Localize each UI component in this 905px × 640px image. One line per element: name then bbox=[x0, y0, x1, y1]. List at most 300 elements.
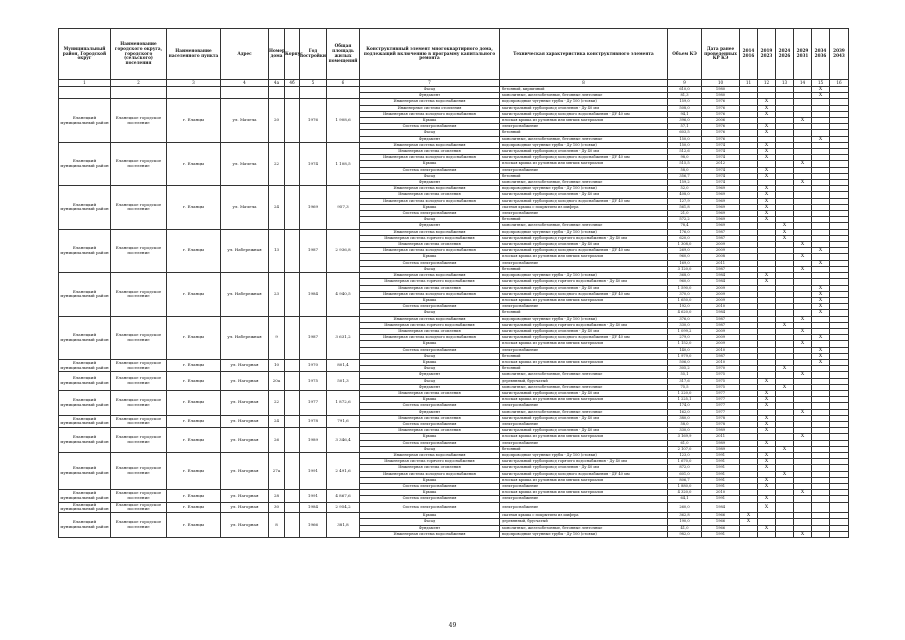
period-mark: X bbox=[812, 310, 830, 316]
characteristic-cell: водопроводные чугунные трубы - Ду 100 (стояки) bbox=[500, 229, 668, 235]
house-street: ул. Мачеча bbox=[221, 142, 269, 185]
period-cell bbox=[830, 531, 849, 537]
volume-cell: 2 107,0 bbox=[668, 446, 702, 452]
characteristic-cell: электроснабжение bbox=[500, 502, 668, 513]
volume-cell: 1 650,0 bbox=[668, 297, 702, 303]
period-mark: X bbox=[758, 378, 776, 384]
house-korp bbox=[285, 415, 300, 427]
house-korp bbox=[285, 99, 300, 142]
element-cell: Инженерная система холодного водоснабжения bbox=[360, 198, 500, 204]
repair_date-cell: 1984 bbox=[702, 502, 740, 513]
volume-cell: 192,0 bbox=[668, 304, 702, 310]
element-cell: Инженерная система отопления bbox=[360, 285, 500, 291]
column-header: Конструктивный элемент многоквартирного дома, подлежащий включению в программу капитального ремонта bbox=[360, 29, 500, 80]
characteristic-cell: магистральный трубопровод горячего водоснабжения - Ду 40 мм bbox=[500, 235, 668, 241]
house-district: Еланецкий муниципальный район bbox=[59, 452, 111, 489]
element-cell: Фундамент bbox=[360, 409, 500, 415]
element-cell: Фундамент bbox=[360, 136, 500, 142]
house-town: г. Еланцы bbox=[167, 142, 221, 185]
house-year: 1991 bbox=[300, 452, 327, 489]
period-mark: X bbox=[758, 198, 776, 204]
column-number: 16 bbox=[830, 80, 849, 87]
element-cell: Инженерная система водоснабжения bbox=[360, 99, 500, 105]
repair_date-cell: 2009 bbox=[702, 285, 740, 291]
period-mark: X bbox=[812, 93, 830, 99]
element-cell: Система электроснабжения bbox=[360, 304, 500, 310]
repair_date-cell: 2011 bbox=[702, 434, 740, 440]
volume-cell: 150,0 bbox=[668, 136, 702, 142]
period-mark: X bbox=[776, 366, 794, 372]
volume-cell: 190,0 bbox=[668, 519, 702, 525]
characteristic-cell: электроснабжение bbox=[500, 421, 668, 427]
repair_date-cell: 1976 bbox=[702, 111, 740, 117]
element-cell: Система электроснабжения bbox=[360, 167, 500, 173]
characteristic-cell: электроснабжение bbox=[500, 304, 668, 310]
volume-cell: 127,9 bbox=[668, 198, 702, 204]
repair_date-cell: 1989 bbox=[702, 428, 740, 434]
house-settlement bbox=[111, 87, 167, 99]
repair_date-cell: 2008 bbox=[702, 254, 740, 260]
house-area: 2 954,2 bbox=[327, 502, 360, 513]
period-mark: X bbox=[740, 513, 758, 519]
house-area bbox=[327, 87, 360, 99]
house-street: ул. Нагорная bbox=[221, 513, 269, 538]
period-mark: X bbox=[776, 229, 794, 235]
column-header: Общая площадь жилых помещений bbox=[327, 29, 360, 80]
characteristic-cell: плоская крыша из рулонных или мягких материалов bbox=[500, 341, 668, 347]
house-settlement: Еланецкое городское поселение bbox=[111, 428, 167, 453]
repair_date-cell: 2011 bbox=[702, 260, 740, 266]
house-num: 23 bbox=[269, 273, 285, 316]
element-cell: Крыша bbox=[360, 118, 500, 124]
column-header: Адрес bbox=[221, 29, 269, 80]
period-mark: X bbox=[758, 130, 776, 136]
characteristic-cell: электроснабжение bbox=[500, 347, 668, 353]
volume-cell: 64,1 bbox=[668, 496, 702, 502]
column-header: Техническая характеристика конструктивного элемента bbox=[500, 29, 668, 80]
volume-cell: 376,0 bbox=[668, 316, 702, 322]
characteristic-cell: деревянный, брусчатый bbox=[500, 519, 668, 525]
characteristic-cell: электроснабжение bbox=[500, 124, 668, 130]
volume-cell: 396,0 bbox=[668, 118, 702, 124]
element-cell: Инженерная система отопления bbox=[360, 465, 500, 471]
house-num: 20 bbox=[269, 99, 285, 142]
house-settlement: Еланецкое городское поселение bbox=[111, 186, 167, 229]
period-mark: X bbox=[812, 304, 830, 310]
characteristic-cell: монолитные, железобетонные, бетонные ленточные bbox=[500, 180, 668, 186]
period-mark: X bbox=[812, 347, 830, 353]
period-mark: X bbox=[758, 99, 776, 105]
house-area: 2 491,6 bbox=[327, 452, 360, 489]
period-mark: X bbox=[794, 328, 812, 334]
characteristic-cell: водопроводные чугунные трубы - Ду 100 (стояки) bbox=[500, 99, 668, 105]
volume-cell: 1 979,0 bbox=[668, 353, 702, 359]
house-year: 1969 bbox=[300, 186, 327, 229]
characteristic-cell: водопроводные чугунные трубы - Ду 100 (стояки) bbox=[500, 531, 668, 537]
house-area: 2 936,8 bbox=[327, 229, 360, 272]
repair_date-cell: 1991 bbox=[702, 459, 740, 465]
element-cell: Инженерная система водоснабжения bbox=[360, 186, 500, 192]
volume-cell: 57,1 bbox=[668, 124, 702, 130]
house-korp bbox=[285, 87, 300, 99]
column-header: 2024 2026 bbox=[776, 29, 794, 80]
house-year: 1977 bbox=[300, 390, 327, 415]
house-town: г. Еланцы bbox=[167, 513, 221, 538]
repair_date-cell: 1970 bbox=[702, 366, 740, 372]
repair_date-cell: 1987 bbox=[702, 316, 740, 322]
house-korp bbox=[285, 502, 300, 513]
house-year: 1989 bbox=[300, 428, 327, 453]
volume-cell: 960,0 bbox=[668, 279, 702, 285]
characteristic-cell: магистральный трубопровод отопления - Ду 40 мм bbox=[500, 415, 668, 421]
volume-cell: 1 152,0 bbox=[668, 341, 702, 347]
period-cell bbox=[812, 502, 830, 513]
house-area: 381,8 bbox=[327, 513, 360, 538]
characteristic-cell: бетонный bbox=[500, 130, 668, 136]
volume-cell: 317,6 bbox=[668, 378, 702, 384]
period-mark: X bbox=[758, 142, 776, 148]
column-number: 4 bbox=[221, 80, 269, 87]
house-num: 9 bbox=[269, 316, 285, 359]
repair_date-cell: 1991 bbox=[702, 471, 740, 477]
characteristic-cell: магистральный трубопровод холодного водоснабжения - ДУ 40 мм bbox=[500, 111, 668, 117]
house-street: ул. Нагорная bbox=[221, 490, 269, 502]
volume-cell: 78,4 bbox=[668, 223, 702, 229]
house-street: ул. Нагорная bbox=[221, 359, 269, 371]
period-mark: X bbox=[758, 452, 776, 458]
period-mark: X bbox=[758, 502, 776, 513]
element-cell: Инженерная система водоснабжения bbox=[360, 316, 500, 322]
element-cell: Инженерная система холодного водоснабжения bbox=[360, 155, 500, 161]
repair_date-cell: 1977 bbox=[702, 403, 740, 409]
characteristic-cell: плоская крыша из рулонных или мягких материалов bbox=[500, 118, 668, 124]
element-cell: Крыша bbox=[360, 254, 500, 260]
period-mark: X bbox=[812, 291, 830, 297]
house-district: Еланецкий муниципальный район bbox=[59, 142, 111, 185]
volume-cell: 174,0 bbox=[668, 403, 702, 409]
volume-cell: 41,0 bbox=[668, 525, 702, 531]
characteristic-cell: магистральный трубопровод отопления - Ду 40 мм bbox=[500, 328, 668, 334]
period-cell bbox=[740, 502, 758, 513]
period-mark: X bbox=[794, 490, 812, 496]
house-town: г. Еланцы bbox=[167, 428, 221, 453]
volume-cell: 279,0 bbox=[668, 335, 702, 341]
repair_date-cell: 1980 bbox=[702, 93, 740, 99]
repair_date-cell: 1987 bbox=[702, 322, 740, 328]
house-year: 1976 bbox=[300, 99, 327, 142]
volume-cell: 561,8 bbox=[668, 204, 702, 210]
characteristic-cell: электроснабжение bbox=[500, 211, 668, 217]
element-cell: Фасад bbox=[360, 87, 500, 93]
volume-cell: 508,0 bbox=[668, 105, 702, 111]
repair_date-cell: 1984 bbox=[702, 273, 740, 279]
house-district bbox=[59, 87, 111, 99]
column-header: 2019 2023 bbox=[758, 29, 776, 80]
element-cell: Фундамент bbox=[360, 525, 500, 531]
repair_date-cell: 2009 bbox=[702, 335, 740, 341]
period-mark: X bbox=[758, 390, 776, 396]
period-mark: X bbox=[776, 235, 794, 241]
volume-cell: 1 670,0 bbox=[668, 459, 702, 465]
element-cell: Инженерная система горячего водоснабжения bbox=[360, 279, 500, 285]
period-mark: X bbox=[794, 266, 812, 272]
element-cell: Фасад bbox=[360, 378, 500, 384]
column-number: 10 bbox=[702, 80, 740, 87]
period-mark: X bbox=[812, 359, 830, 365]
repair_date-cell: 2006 bbox=[702, 118, 740, 124]
characteristic-cell: магистральный трубопровод отопления - Ду 40 мм bbox=[500, 192, 668, 198]
repair_date-cell: 1984 bbox=[702, 310, 740, 316]
period-mark: X bbox=[758, 484, 776, 490]
period-mark: X bbox=[758, 204, 776, 210]
house-korp bbox=[285, 359, 300, 371]
column-header: Наименование городского округа, городского (сельского) поселения bbox=[111, 29, 167, 80]
house-korp bbox=[285, 513, 300, 538]
element-cell: Инженерная система водоснабжения bbox=[360, 273, 500, 279]
characteristic-cell: магистральный трубопровод отопления - Ду 40 мм bbox=[500, 428, 668, 434]
house-num: 30 bbox=[269, 502, 285, 513]
column-header: Номер дома bbox=[269, 29, 285, 80]
period-mark: X bbox=[758, 465, 776, 471]
column-number: 5 bbox=[300, 80, 327, 87]
volume-cell: 408,0 bbox=[668, 192, 702, 198]
period-mark: X bbox=[794, 161, 812, 167]
house-district: Еланецкий муниципальный район bbox=[59, 359, 111, 371]
volume-cell: 159,0 bbox=[668, 99, 702, 105]
volume-cell: 260,0 bbox=[668, 502, 702, 513]
house-korp bbox=[285, 316, 300, 359]
period-mark: X bbox=[758, 155, 776, 161]
table-header-row bbox=[59, 29, 849, 80]
characteristic-cell: магистральный трубопровод отопления - Ду 40 мм bbox=[500, 465, 668, 471]
volume-cell: 380,0 bbox=[668, 415, 702, 421]
house-settlement: Еланецкое городское поселение bbox=[111, 490, 167, 502]
volume-cell: 872,0 bbox=[668, 465, 702, 471]
element-cell: Фасад bbox=[360, 519, 500, 525]
element-cell: Инженерная система отопления bbox=[360, 390, 500, 396]
repair_date-cell: 1974 bbox=[702, 149, 740, 155]
period-mark: X bbox=[758, 428, 776, 434]
repair_date-cell: 1966 bbox=[702, 519, 740, 525]
element-cell: Фундамент bbox=[360, 384, 500, 390]
characteristic-cell: магистральный трубопровод отопления - Ду 40 мм bbox=[500, 242, 668, 248]
element-cell: Крыша bbox=[360, 161, 500, 167]
characteristic-cell: монолитные, железобетонные, бетонные ленточные bbox=[500, 93, 668, 99]
characteristic-cell: монолитные, железобетонные, бетонные ленточные bbox=[500, 223, 668, 229]
house-year: 1966 bbox=[300, 513, 327, 538]
house-settlement: Еланецкое городское поселение bbox=[111, 99, 167, 142]
element-cell: Инженерная система горячего водоснабжения bbox=[360, 235, 500, 241]
characteristic-cell: магистральный трубопровод отопления - Ду 40 мм bbox=[500, 285, 668, 291]
element-cell: Инженерная система водоснабжения bbox=[360, 531, 500, 537]
characteristic-cell: магистральный трубопровод отопления - Ду 40 мм bbox=[500, 390, 668, 396]
house-street: ул. Нагорная bbox=[221, 428, 269, 453]
characteristic-cell: магистральный трубопровод горячего водоснабжения - Ду 40 мм bbox=[500, 459, 668, 465]
period-mark: X bbox=[776, 446, 794, 452]
house-area: 1 108,5 bbox=[327, 142, 360, 185]
repair_date-cell: 1991 bbox=[702, 484, 740, 490]
volume-cell: 806,7 bbox=[668, 477, 702, 483]
characteristic-cell: бетонный, кирпичный bbox=[500, 87, 668, 93]
characteristic-cell: магистральный трубопровод холодного водоснабжения - ДУ 40 мм bbox=[500, 471, 668, 477]
house-area: 957,3 bbox=[327, 186, 360, 229]
house-area: 3 631,2 bbox=[327, 316, 360, 359]
repair_date-cell: 1989 bbox=[702, 446, 740, 452]
repair_date-cell: 2009 bbox=[702, 248, 740, 254]
characteristic-cell: бетонный bbox=[500, 353, 668, 359]
period-mark: X bbox=[758, 403, 776, 409]
house-num: 13 bbox=[269, 229, 285, 272]
house-year: 1975 bbox=[300, 372, 327, 391]
characteristic-cell: бетонный bbox=[500, 266, 668, 272]
repair_date-cell: 1969 bbox=[702, 211, 740, 217]
volume-cell: 982,0 bbox=[668, 531, 702, 537]
house-district: Еланецкий муниципальный район bbox=[59, 186, 111, 229]
repair_date-cell: 1980 bbox=[702, 87, 740, 93]
period-mark: X bbox=[758, 415, 776, 421]
house-street: ул. Нагорная bbox=[221, 502, 269, 513]
element-cell: Фундамент bbox=[360, 372, 500, 378]
element-cell: Система электроснабжения bbox=[360, 260, 500, 266]
repair_date-cell: 1976 bbox=[702, 130, 740, 136]
house-street: ул. Набережная bbox=[221, 316, 269, 359]
characteristic-cell: плоская крыша из рулонных или мягких материалов bbox=[500, 359, 668, 365]
characteristic-cell: магистральный трубопровод холодного водоснабжения - ДУ 40 мм bbox=[500, 155, 668, 161]
element-cell: Фасад bbox=[360, 173, 500, 179]
column-header: 2034 2036 bbox=[812, 29, 830, 80]
characteristic-cell: водопроводные чугунные трубы - Ду 100 (стояки) bbox=[500, 452, 668, 458]
element-cell: Инженерная система отопления bbox=[360, 242, 500, 248]
volume-cell: 1 880,0 bbox=[668, 484, 702, 490]
volume-cell: 140,0 bbox=[668, 347, 702, 353]
column-header: 2039 2043 bbox=[830, 29, 849, 80]
house-korp bbox=[285, 452, 300, 489]
period-mark: X bbox=[758, 149, 776, 155]
element-cell: Крыша bbox=[360, 513, 500, 519]
volume-cell: 98,0 bbox=[668, 155, 702, 161]
repair_date-cell: 1991 bbox=[702, 531, 740, 537]
house-district: Еланецкий муниципальный район bbox=[59, 316, 111, 359]
house-district: Еланецкий муниципальный район bbox=[59, 273, 111, 316]
house-num: 8 bbox=[269, 513, 285, 538]
table-body bbox=[59, 87, 849, 538]
column-number: 3 bbox=[167, 80, 221, 87]
period-cell bbox=[740, 531, 758, 537]
element-cell: Система электроснабжения bbox=[360, 484, 500, 490]
characteristic-cell: водопроводные чугунные трубы - Ду 100 (стояки) bbox=[500, 142, 668, 148]
element-cell: Система электроснабжения bbox=[360, 403, 500, 409]
characteristic-cell: деревянный, брусчатый bbox=[500, 378, 668, 384]
column-header: 2014 2016 bbox=[740, 29, 758, 80]
repair_date-cell: 1977 bbox=[702, 409, 740, 415]
volume-cell: 123,0 bbox=[668, 452, 702, 458]
period-mark: X bbox=[812, 335, 830, 341]
volume-cell: 61,0 bbox=[668, 440, 702, 446]
repair_date-cell: 2009 bbox=[702, 328, 740, 334]
repair_date-cell: 1975 bbox=[702, 378, 740, 384]
house-korp bbox=[285, 273, 300, 316]
element-cell: Крыша bbox=[360, 359, 500, 365]
element-cell: Инженерная система отопления bbox=[360, 428, 500, 434]
volume-cell: 506,0 bbox=[668, 359, 702, 365]
house-town: г. Еланцы bbox=[167, 273, 221, 316]
repair_date-cell: 1974 bbox=[702, 155, 740, 161]
house-town: г. Еланцы bbox=[167, 316, 221, 359]
house-district: Еланецкий муниципальный район bbox=[59, 372, 111, 391]
house-num: 24 bbox=[269, 415, 285, 427]
repair_date-cell: 1987 bbox=[702, 353, 740, 359]
repair_date-cell: 1991 bbox=[702, 477, 740, 483]
characteristic-cell: монолитные, железобетонные, бетонные ленточные bbox=[500, 384, 668, 390]
repair_date-cell: 1984 bbox=[702, 279, 740, 285]
house-district: Еланецкий муниципальный район bbox=[59, 428, 111, 453]
house-town: г. Еланцы bbox=[167, 502, 221, 513]
column-number: 2 bbox=[111, 80, 167, 87]
house-town bbox=[167, 87, 221, 99]
characteristic-cell: бетонный bbox=[500, 217, 668, 223]
characteristic-cell: плоская крыша из рулонных или мягких материалов bbox=[500, 490, 668, 496]
characteristic-cell: магистральный трубопровод отопления - Ду 40 мм bbox=[500, 105, 668, 111]
repair_date-cell: 1989 bbox=[702, 440, 740, 446]
period-cell bbox=[830, 502, 849, 513]
repair_date-cell: 1978 bbox=[702, 421, 740, 427]
volume-cell: 330,0 bbox=[668, 428, 702, 434]
characteristic-cell: монолитные, железобетонные, бетонные ленточные bbox=[500, 525, 668, 531]
repair_date-cell: 1969 bbox=[702, 204, 740, 210]
characteristic-cell: бетонный bbox=[500, 173, 668, 179]
period-mark: X bbox=[812, 136, 830, 142]
volume-cell: 610,0 bbox=[668, 87, 702, 93]
characteristic-cell: магистральный трубопровод отопления - Ду 40 мм bbox=[500, 149, 668, 155]
column-number: 4б bbox=[285, 80, 300, 87]
house-street: ул. Нагорная bbox=[221, 452, 269, 489]
element-cell: Инженерная система отопления bbox=[360, 192, 500, 198]
element-cell: Фасад bbox=[360, 366, 500, 372]
house-settlement: Еланецкое городское поселение bbox=[111, 502, 167, 513]
house-korp bbox=[285, 229, 300, 272]
period-mark: X bbox=[776, 322, 794, 328]
repair_date-cell: 1966 bbox=[702, 525, 740, 531]
repair_date-cell: 1991 bbox=[702, 465, 740, 471]
period-mark: X bbox=[794, 254, 812, 260]
repair_date-cell: 2009 bbox=[702, 297, 740, 303]
characteristic-cell: водопроводные чугунные трубы - Ду 100 (стояки) bbox=[500, 316, 668, 322]
element-cell: Крыша bbox=[360, 397, 500, 403]
column-number: 13 bbox=[776, 80, 794, 87]
element-cell: Система электроснабжения bbox=[360, 347, 500, 353]
element-cell: Инженерная система отопления bbox=[360, 149, 500, 155]
period-mark: X bbox=[758, 111, 776, 117]
repair_date-cell: 2010 bbox=[702, 359, 740, 365]
house-street: ул. Нагорная bbox=[221, 390, 269, 415]
repair_date-cell: 1976 bbox=[702, 105, 740, 111]
volume-cell: 356,7 bbox=[668, 173, 702, 179]
house-area: 801,4 bbox=[327, 359, 360, 371]
house-area: 1 908,6 bbox=[327, 99, 360, 142]
characteristic-cell: монолитные, железобетонные, бетонные ленточные bbox=[500, 372, 668, 378]
element-cell: Инженерная система холодного водоснабжения bbox=[360, 111, 500, 117]
column-number: 9 bbox=[668, 80, 702, 87]
house-district: Еланецкий муниципальный район bbox=[59, 490, 111, 502]
element-cell: Система электроснабжения bbox=[360, 502, 500, 513]
element-cell: Крыша bbox=[360, 477, 500, 483]
volume-cell: 52,0 bbox=[668, 186, 702, 192]
house-settlement: Еланецкое городское поселение bbox=[111, 452, 167, 489]
repair_date-cell: 1991 bbox=[702, 452, 740, 458]
characteristic-cell: водопроводные чугунные трубы - Ду 100 (стояки) bbox=[500, 273, 668, 279]
volume-cell: 169,0 bbox=[668, 260, 702, 266]
element-cell: Крыша bbox=[360, 434, 500, 440]
